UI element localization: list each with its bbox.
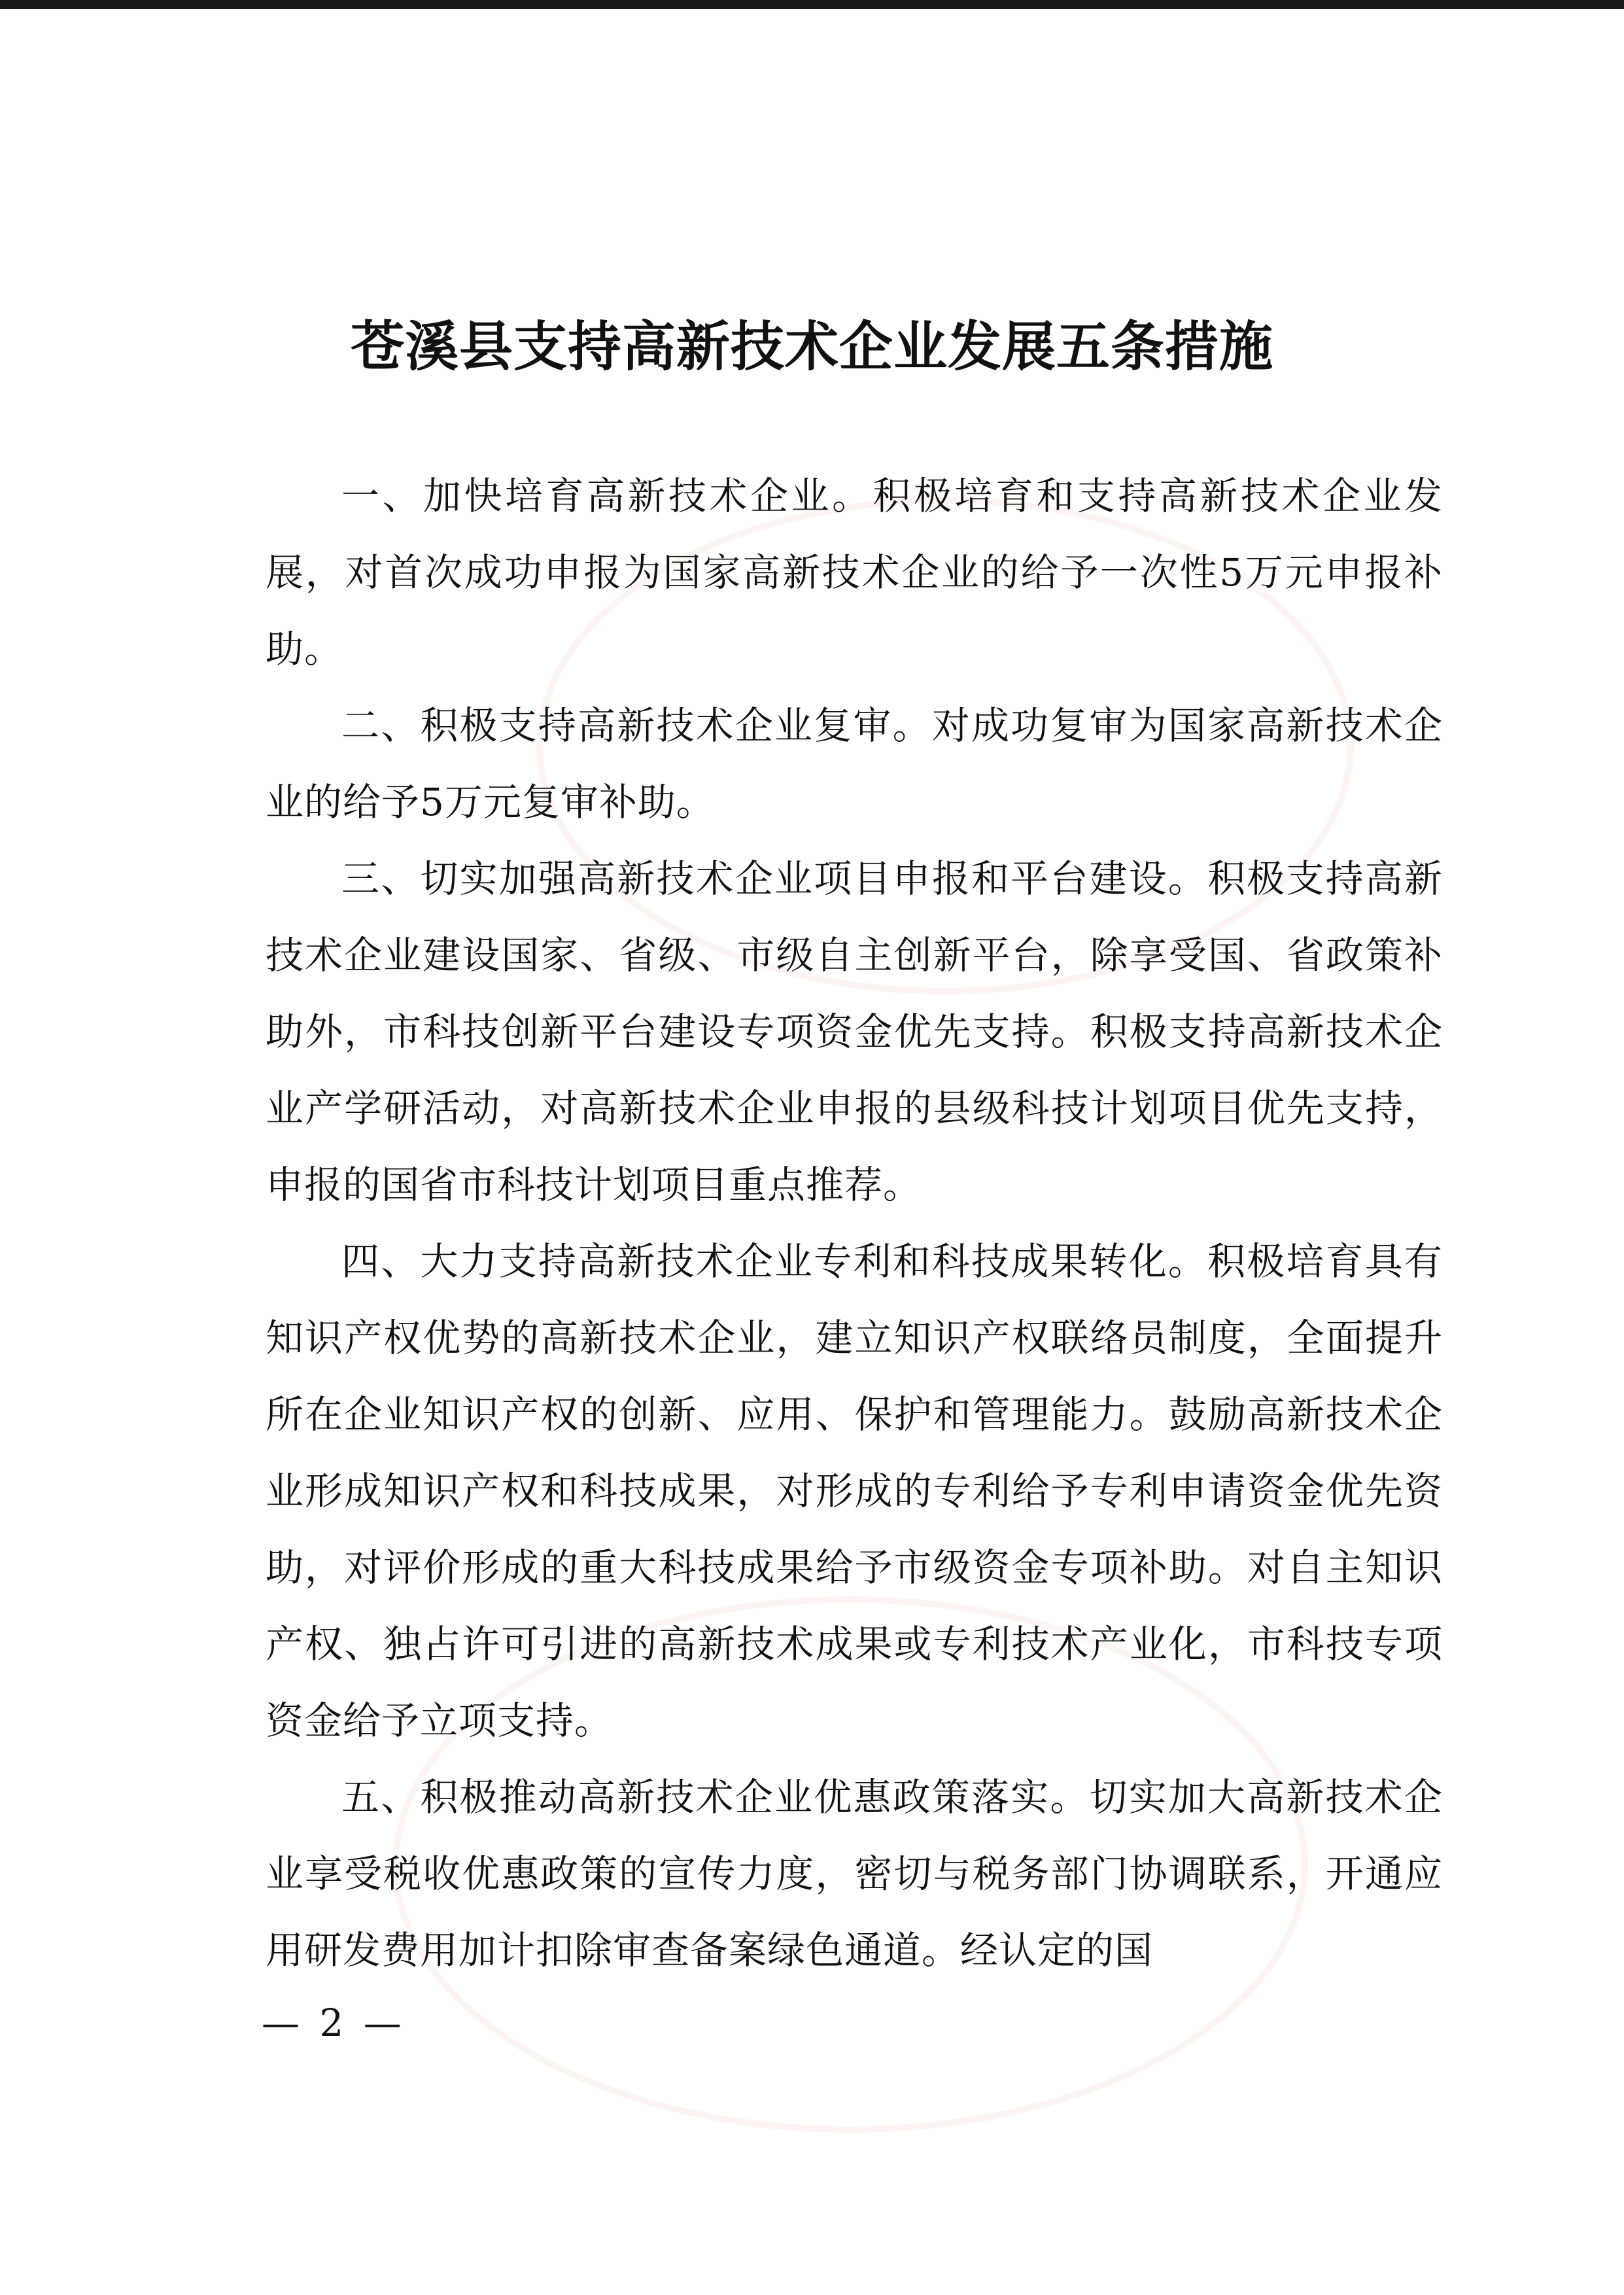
paragraph-measure-4: 四、大力支持高新技术企业专利和科技成果转化。积极培育具有知识产权优势的高新技术企业，建立知识产权联络员制度，全面提升所在企业知识产权的创新、应用、保护和管理能力。鼓励高新技术企业形成知识产权和科技成果，对形成的专利给予专利申请资金优先资助，对评价形成的重大科技成果给予市级资金专项补助。对自主知识产权、独占许可引进的高新技术成果或专利技术产业化，市科技专项资金给予立项支持。 (266, 1239, 1443, 1743)
paragraph-measure-1: 一、加快培育高新技术企业。积极培育和支持高新技术企业发展，对首次成功申报为国家高新技术企业的给予一次性5万元申报补助。 (266, 474, 1443, 671)
paragraph-measure-3: 三、切实加强高新技术企业项目申报和平台建设。积极支持高新技术企业建设国家、省级、市级自主创新平台，除享受国、省政策补助外，市科技创新平台建设专项资金优先支持。积极支持高新技术企业产学研活动，对高新技术企业申报的县级科技计划项目优先支持，申报的国省市科技计划项目重点推荐。 (266, 856, 1443, 1207)
document-body (266, 458, 1443, 1989)
document-title: 苍溪县支持高新技术企业发展五条措施 (350, 315, 1273, 378)
scan-top-edge (0, 0, 1624, 9)
paragraph-measure-2: 二、积极支持高新技术企业复审。对成功复审为国家高新技术企业的给予5万元复审补助。 (266, 703, 1443, 824)
paragraph-measure-5: 五、积极推动高新技术企业优惠政策落实。切实加大高新技术企业享受税收优惠政策的宣传力度，密切与税务部门协调联系，开通应用研发费用加计扣除审查备案绿色通道。经认定的国 (266, 1775, 1443, 1972)
page-number: — 2 — (262, 2001, 406, 2045)
